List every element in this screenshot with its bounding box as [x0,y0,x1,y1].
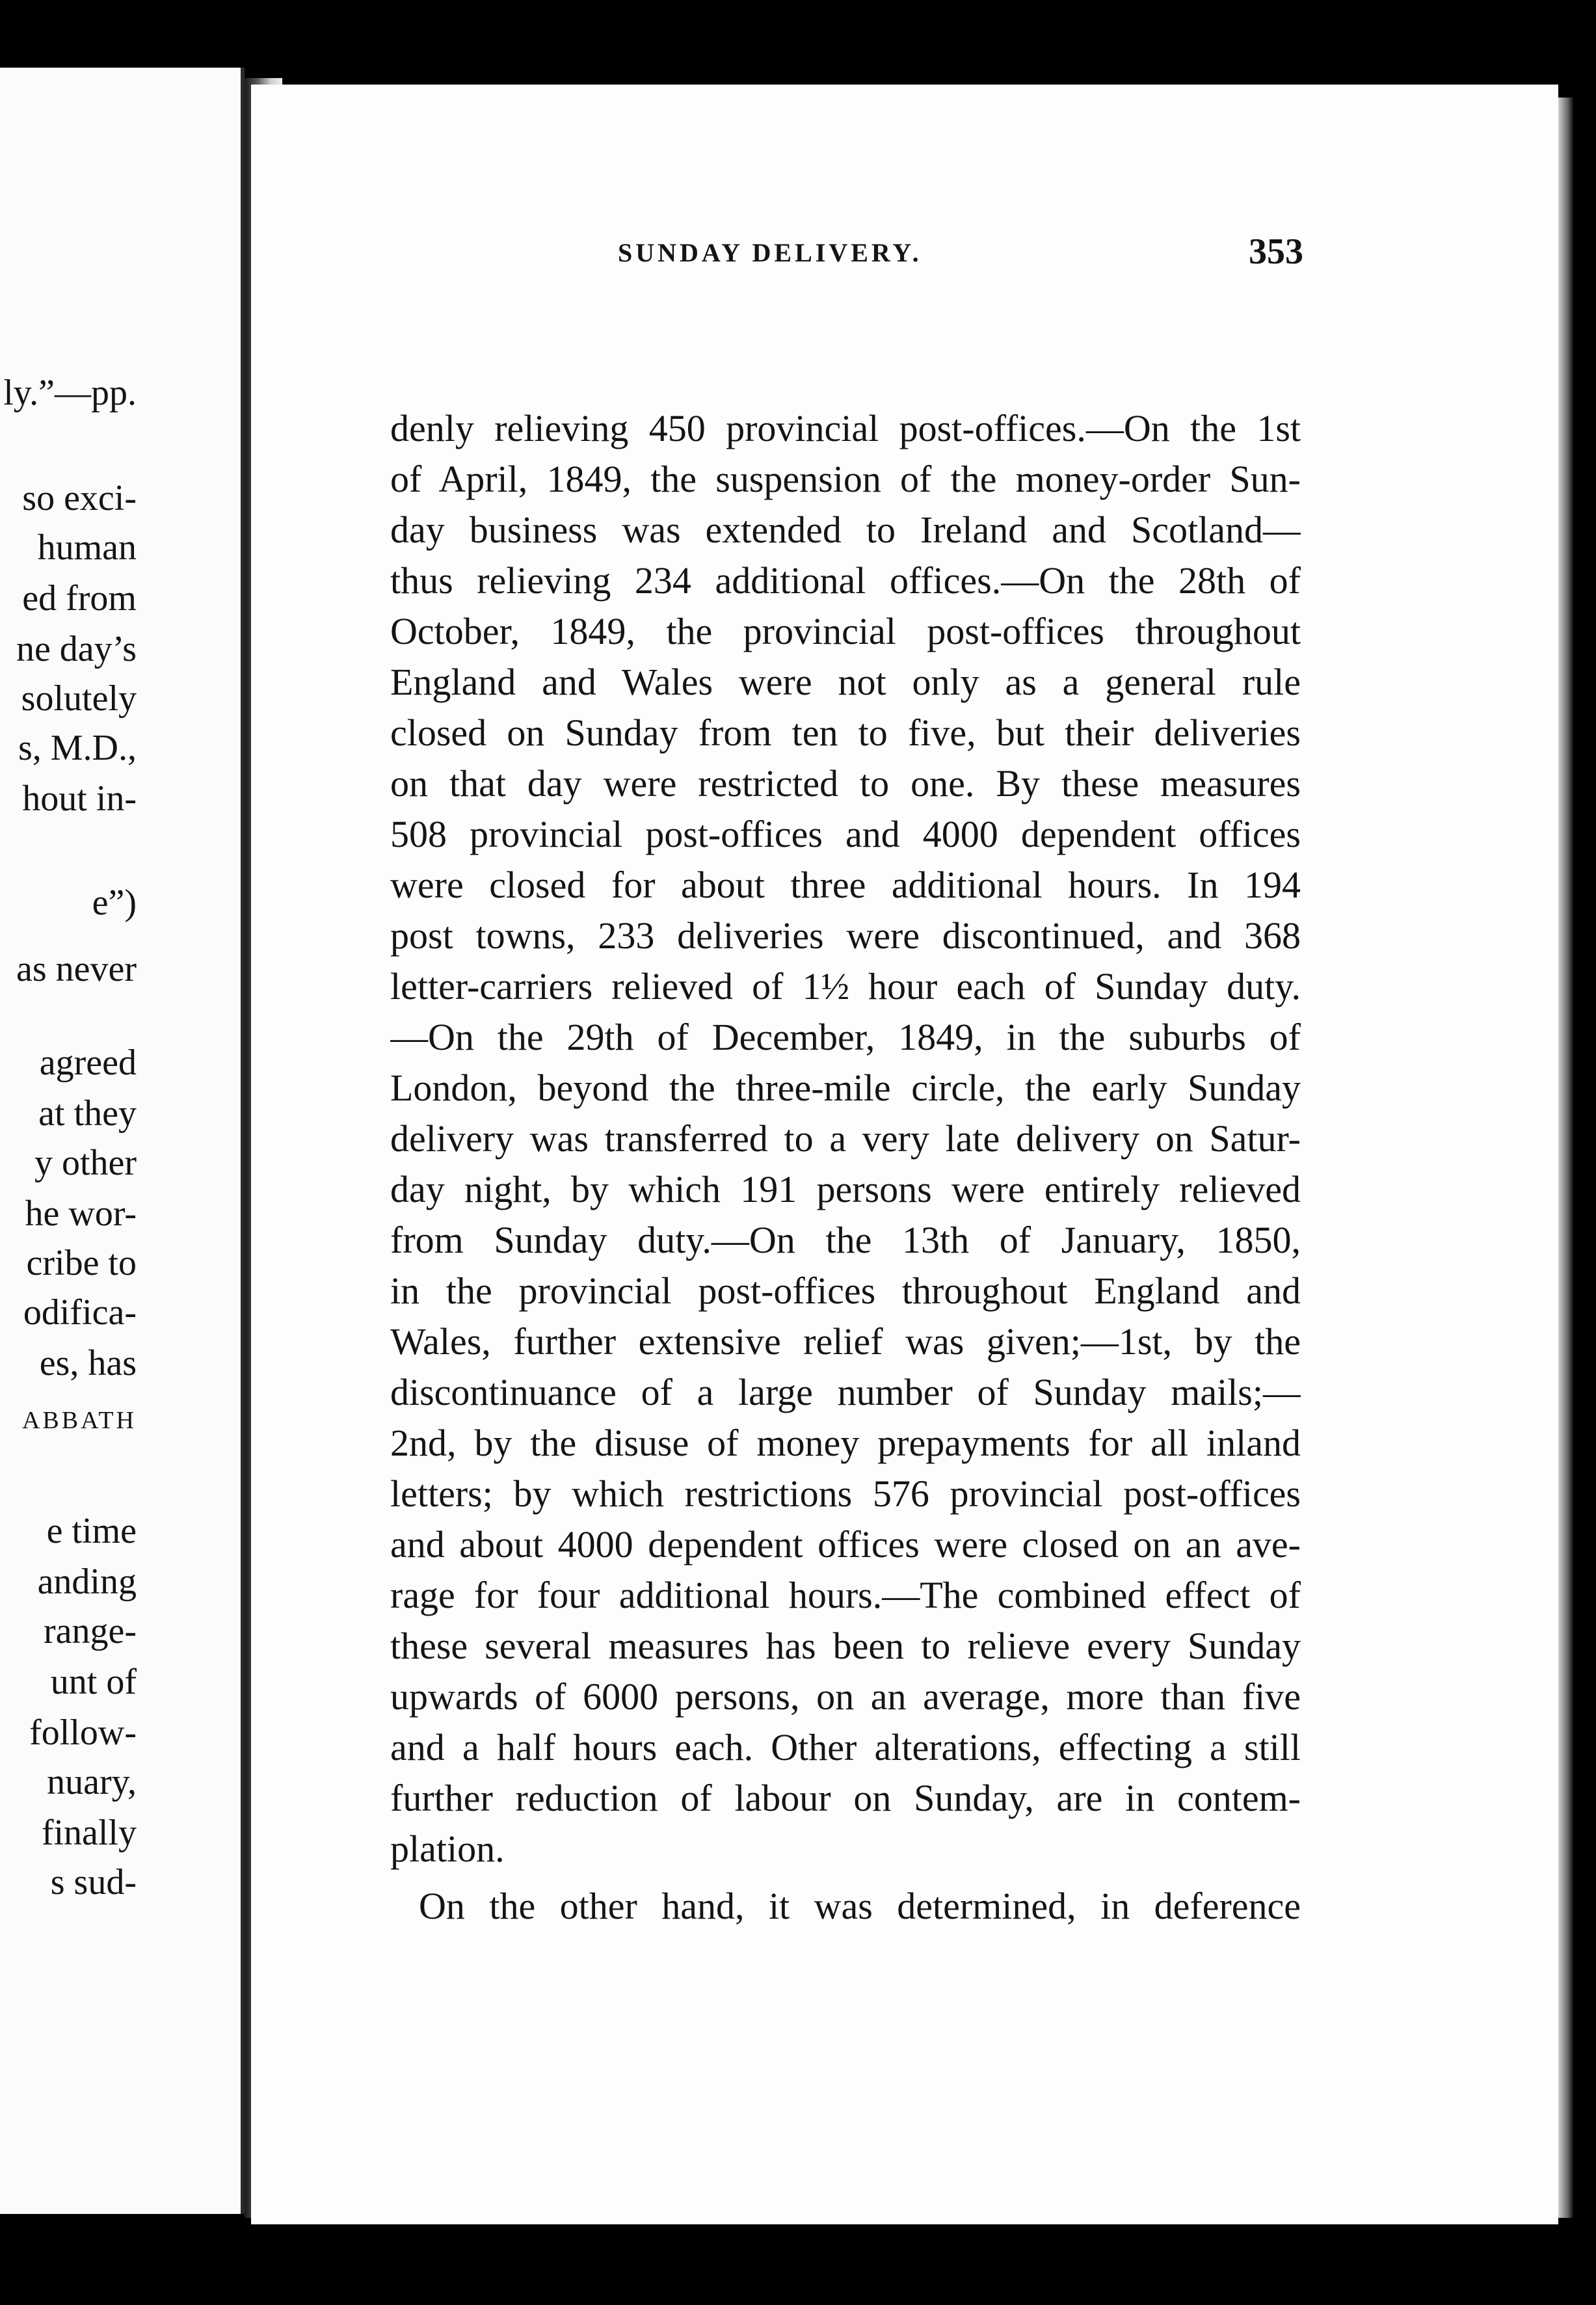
text-line: these several measures has been to relieve every Sunday [390,1625,1301,1667]
paragraph [390,403,1301,1874]
left-page-line: he wor- [25,1193,137,1234]
paragraph-gap [390,1874,1301,1881]
left-page-line: so exci- [22,478,137,518]
text-line: delivery was transferred to a very late delivery on Satur- [390,1117,1301,1160]
text-line: further reduction of labour on Sunday, are in contem- [390,1777,1301,1819]
text-line: denly relieving 450 provincial post-offices.—On the 1st [390,407,1301,449]
text-line: day night, by which 191 persons were entirely relieved [390,1168,1301,1210]
running-title: SUNDAY DELIVERY. [618,238,922,267]
left-page-line: cribe to [26,1243,137,1283]
text-line: rage for four additional hours.—The combined effect of [390,1574,1301,1616]
left-page-line: nuary, [47,1762,137,1802]
text-line: Wales, further extensive relief was given;—1st, by the [390,1320,1301,1363]
text-line: —On the 29th of December, 1849, in the suburbs of [390,1016,1301,1058]
text-line: from Sunday duty.—On the 13th of January, 1850, [390,1219,1301,1261]
text-line: post towns, 233 deliveries were discontinued, and 368 [390,914,1301,957]
text-line: letter-carriers relieved of 1½ hour each of Sunday duty. [390,965,1301,1007]
left-page-line: ed from [22,578,137,619]
text-line: were closed for about three additional hours. In 194 [390,864,1301,906]
text-line: of April, 1849, the suspension of the money-order Sun- [390,458,1301,500]
text-line: England and Wales were not only as a general rule [390,661,1301,703]
text-line: 508 provincial post-offices and 4000 dependent offices [390,813,1301,855]
left-page-line: unt of [50,1662,137,1702]
left-page-line: as never [16,949,137,989]
text-line: October, 1849, the provincial post-offices throughout [390,610,1301,652]
page-number: 353 [1249,232,1303,272]
text-line: and about 4000 dependent offices were closed on an ave- [390,1523,1301,1566]
left-page-line: agreed [39,1043,137,1083]
text-line: in the provincial post-offices throughout England and [390,1270,1301,1312]
left-page-line: e time [46,1511,137,1551]
text-line: London, beyond the three-mile circle, the early Sunday [390,1067,1301,1109]
text-line: day business was extended to Ireland and Scotland— [390,509,1301,551]
text-line: 2nd, by the disuse of money prepayments for all inland [390,1422,1301,1464]
text-line: On the other hand, it was determined, in deference [419,1885,1301,1927]
text-line: upwards of 6000 persons, on an average, more than five [390,1675,1301,1718]
left-page-line: s sud- [50,1862,137,1902]
paragraph [390,1881,1301,1932]
text-line: closed on Sunday from ten to five, but their deliveries [390,712,1301,754]
left-page-line: ne day’s [16,629,137,669]
text-line: letters; by which restrictions 576 provincial post-offices [390,1472,1301,1515]
left-page-line: finally [41,1813,137,1853]
text-line: plation. [390,1828,505,1870]
left-page-line: s, M.D., [18,728,137,768]
left-page-line: solutely [21,678,137,719]
left-page-line: ABBATH [21,1407,137,1434]
left-page-line: odifica- [23,1292,137,1333]
left-page-line: ly.”—pp. [3,373,137,413]
text-line: and a half hours each. Other alterations, effecting a still [390,1726,1301,1768]
left-page-line: human [37,527,137,568]
left-page-line: y other [34,1143,137,1183]
text-line: discontinuance of a large number of Sunday mails;— [390,1371,1301,1413]
left-page-line: es, has [39,1343,137,1383]
left-page-fragment [0,68,245,2214]
left-page-line: e”) [92,883,137,923]
page-edge-shadow [1558,98,1574,2218]
body-text [390,403,1301,1932]
left-page-line: range- [43,1611,137,1651]
text-line: thus relieving 234 additional offices.—On the 28th of [390,559,1301,602]
left-page-line: follow- [29,1712,137,1753]
left-page-line: hout in- [22,779,137,819]
text-line: on that day were restricted to one. By these measures [390,762,1301,805]
running-head [455,231,1314,276]
left-page-line: anding [37,1562,137,1602]
left-page-line: at they [38,1093,137,1134]
